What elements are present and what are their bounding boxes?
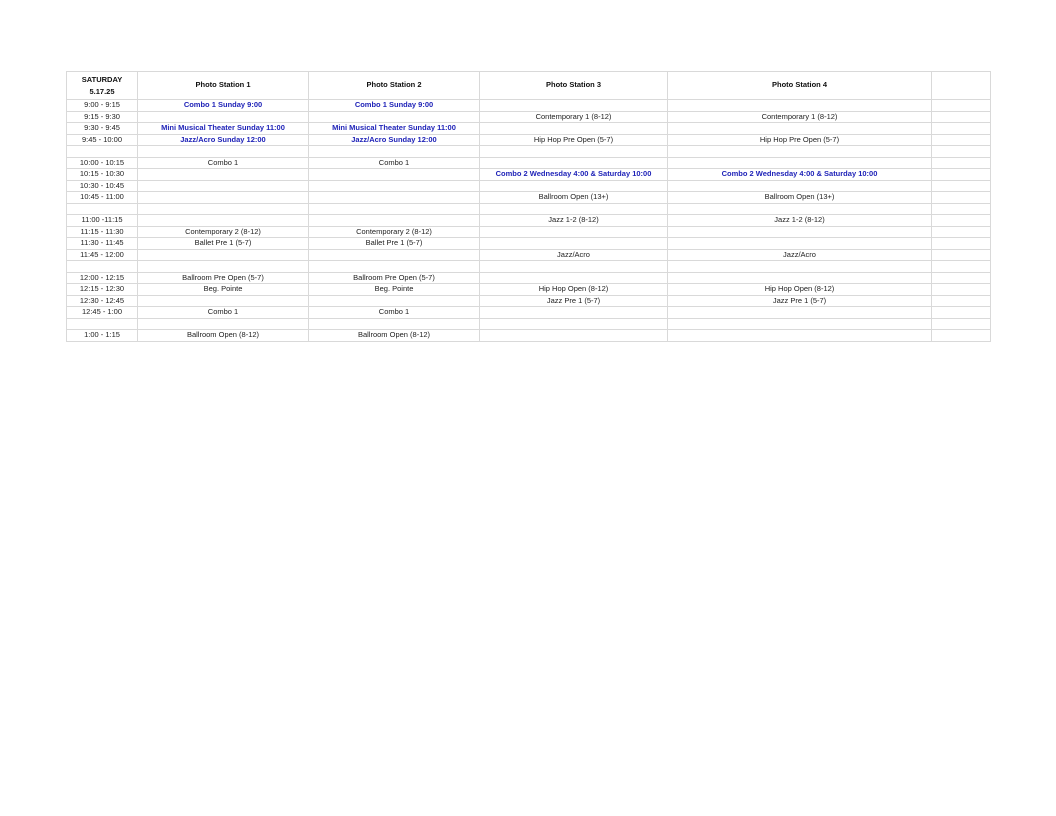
station-1-cell: Jazz/Acro Sunday 12:00 (138, 134, 309, 146)
table-row (67, 330, 991, 342)
station-3-cell (480, 100, 668, 112)
day-date-header (67, 72, 138, 100)
table-row (67, 192, 991, 204)
station-2-cell (309, 192, 480, 204)
empty-cell (932, 284, 991, 296)
station-3-cell (480, 146, 668, 158)
station-3-cell (480, 180, 668, 192)
table-row (67, 272, 991, 284)
station-4-cell: Jazz/Acro (668, 249, 932, 261)
empty-cell (932, 100, 991, 112)
empty-cell (932, 123, 991, 135)
table-row (67, 215, 991, 227)
time-slot-cell: 11:30 - 11:45 (67, 238, 138, 250)
time-slot-cell (67, 261, 138, 273)
time-slot-cell (67, 203, 138, 215)
empty-cell (932, 169, 991, 181)
time-slot-cell (67, 318, 138, 330)
time-slot-cell: 10:15 - 10:30 (67, 169, 138, 181)
empty-cell (932, 111, 991, 123)
station-2-cell (309, 180, 480, 192)
station-2-cell (309, 203, 480, 215)
station-1-cell (138, 203, 309, 215)
empty-cell (932, 295, 991, 307)
time-slot-cell: 9:30 - 9:45 (67, 123, 138, 135)
time-slot-cell: 9:45 - 10:00 (67, 134, 138, 146)
station-1-cell (138, 111, 309, 123)
time-slot-cell: 9:15 - 9:30 (67, 111, 138, 123)
station-header: Photo Station 4 (668, 72, 932, 100)
empty-cell (932, 203, 991, 215)
station-header: Photo Station 3 (480, 72, 668, 100)
schedule-sheet (66, 71, 991, 342)
table-row (67, 100, 991, 112)
station-2-cell (309, 215, 480, 227)
schedule-body (67, 100, 991, 342)
station-1-cell: Combo 1 (138, 157, 309, 169)
station-4-cell (668, 272, 932, 284)
time-slot-cell: 11:15 - 11:30 (67, 226, 138, 238)
station-1-cell: Ballroom Pre Open (5-7) (138, 272, 309, 284)
schedule-table (66, 71, 991, 342)
station-4-cell (668, 146, 932, 158)
station-1-cell (138, 318, 309, 330)
empty-cell (932, 249, 991, 261)
station-2-cell: Jazz/Acro Sunday 12:00 (309, 134, 480, 146)
station-3-cell (480, 307, 668, 319)
station-3-cell (480, 226, 668, 238)
station-2-cell (309, 261, 480, 273)
station-3-cell: Contemporary 1 (8-12) (480, 111, 668, 123)
station-header: Photo Station 2 (309, 72, 480, 100)
station-4-cell (668, 180, 932, 192)
date-label: 5.17.25 (89, 86, 115, 96)
empty-cell (932, 146, 991, 158)
time-slot-cell: 12:45 - 1:00 (67, 307, 138, 319)
station-4-cell (668, 318, 932, 330)
station-3-cell (480, 330, 668, 342)
station-4-cell: Hip Hop Open (8-12) (668, 284, 932, 296)
station-header: Photo Station 1 (138, 72, 309, 100)
empty-cell (932, 226, 991, 238)
time-slot-cell: 10:30 - 10:45 (67, 180, 138, 192)
station-4-cell: Jazz 1-2 (8-12) (668, 215, 932, 227)
table-row (67, 123, 991, 135)
table-row (67, 169, 991, 181)
station-3-cell: Hip Hop Pre Open (5-7) (480, 134, 668, 146)
empty-cell (932, 318, 991, 330)
station-3-cell: Combo 2 Wednesday 4:00 & Saturday 10:00 (480, 169, 668, 181)
station-4-cell (668, 307, 932, 319)
station-3-cell (480, 123, 668, 135)
station-1-cell: Beg. Pointe (138, 284, 309, 296)
station-1-cell: Contemporary 2 (8-12) (138, 226, 309, 238)
station-3-cell: Hip Hop Open (8-12) (480, 284, 668, 296)
station-1-cell (138, 215, 309, 227)
header-row (67, 72, 991, 100)
station-2-cell (309, 295, 480, 307)
station-2-cell: Ballroom Pre Open (5-7) (309, 272, 480, 284)
station-1-cell (138, 180, 309, 192)
station-3-cell: Jazz 1-2 (8-12) (480, 215, 668, 227)
station-3-cell: Ballroom Open (13+) (480, 192, 668, 204)
table-row (67, 180, 991, 192)
station-1-cell: Ballroom Open (8-12) (138, 330, 309, 342)
station-2-cell: Combo 1 (309, 307, 480, 319)
time-slot-cell: 10:00 - 10:15 (67, 157, 138, 169)
empty-cell (932, 238, 991, 250)
station-2-cell (309, 111, 480, 123)
empty-cell (932, 307, 991, 319)
station-4-cell: Combo 2 Wednesday 4:00 & Saturday 10:00 (668, 169, 932, 181)
station-1-cell (138, 146, 309, 158)
table-row (67, 111, 991, 123)
station-3-cell (480, 238, 668, 250)
table-row (67, 284, 991, 296)
empty-cell (932, 261, 991, 273)
empty-cell (932, 134, 991, 146)
station-1-cell: Combo 1 Sunday 9:00 (138, 100, 309, 112)
station-1-cell: Mini Musical Theater Sunday 11:00 (138, 123, 309, 135)
time-slot-cell: 12:00 - 12:15 (67, 272, 138, 284)
station-1-cell (138, 192, 309, 204)
station-4-cell (668, 238, 932, 250)
table-row (67, 134, 991, 146)
station-3-cell (480, 318, 668, 330)
station-4-cell (668, 226, 932, 238)
table-row (67, 295, 991, 307)
station-3-cell: Jazz/Acro (480, 249, 668, 261)
table-row (67, 238, 991, 250)
station-1-cell (138, 169, 309, 181)
station-1-cell (138, 261, 309, 273)
station-2-cell (309, 146, 480, 158)
station-3-cell (480, 203, 668, 215)
empty-cell (932, 157, 991, 169)
time-slot-cell: 11:00 -11:15 (67, 215, 138, 227)
station-4-cell (668, 261, 932, 273)
station-2-cell (309, 249, 480, 261)
station-2-cell (309, 318, 480, 330)
empty-cell (932, 180, 991, 192)
empty-cell (932, 330, 991, 342)
station-2-cell: Ballroom Open (8-12) (309, 330, 480, 342)
station-1-cell (138, 295, 309, 307)
station-4-cell: Hip Hop Pre Open (5-7) (668, 134, 932, 146)
station-4-cell (668, 203, 932, 215)
empty-cell (932, 215, 991, 227)
station-4-cell (668, 157, 932, 169)
station-2-cell: Combo 1 Sunday 9:00 (309, 100, 480, 112)
day-label: SATURDAY (81, 74, 123, 84)
station-2-cell (309, 169, 480, 181)
time-slot-cell: 1:00 - 1:15 (67, 330, 138, 342)
table-row (67, 249, 991, 261)
station-4-cell: Jazz Pre 1 (5-7) (668, 295, 932, 307)
station-4-cell (668, 100, 932, 112)
empty-header-cell (932, 72, 991, 100)
station-3-cell (480, 157, 668, 169)
station-2-cell: Contemporary 2 (8-12) (309, 226, 480, 238)
station-2-cell: Beg. Pointe (309, 284, 480, 296)
station-4-cell: Contemporary 1 (8-12) (668, 111, 932, 123)
spacer-row (67, 203, 991, 215)
station-1-cell: Combo 1 (138, 307, 309, 319)
station-2-cell: Combo 1 (309, 157, 480, 169)
time-slot-cell: 9:00 - 9:15 (67, 100, 138, 112)
spacer-row (67, 261, 991, 273)
station-3-cell (480, 272, 668, 284)
time-slot-cell: 10:45 - 11:00 (67, 192, 138, 204)
time-slot-cell: 12:15 - 12:30 (67, 284, 138, 296)
table-row (67, 307, 991, 319)
time-slot-cell: 11:45 - 12:00 (67, 249, 138, 261)
station-2-cell: Mini Musical Theater Sunday 11:00 (309, 123, 480, 135)
table-row (67, 157, 991, 169)
station-4-cell (668, 330, 932, 342)
station-2-cell: Ballet Pre 1 (5-7) (309, 238, 480, 250)
table-row (67, 226, 991, 238)
spacer-row (67, 318, 991, 330)
station-3-cell: Jazz Pre 1 (5-7) (480, 295, 668, 307)
time-slot-cell: 12:30 - 12:45 (67, 295, 138, 307)
time-slot-cell (67, 146, 138, 158)
spacer-row (67, 146, 991, 158)
station-4-cell (668, 123, 932, 135)
station-1-cell (138, 249, 309, 261)
empty-cell (932, 192, 991, 204)
station-1-cell: Ballet Pre 1 (5-7) (138, 238, 309, 250)
station-3-cell (480, 261, 668, 273)
empty-cell (932, 272, 991, 284)
station-4-cell: Ballroom Open (13+) (668, 192, 932, 204)
